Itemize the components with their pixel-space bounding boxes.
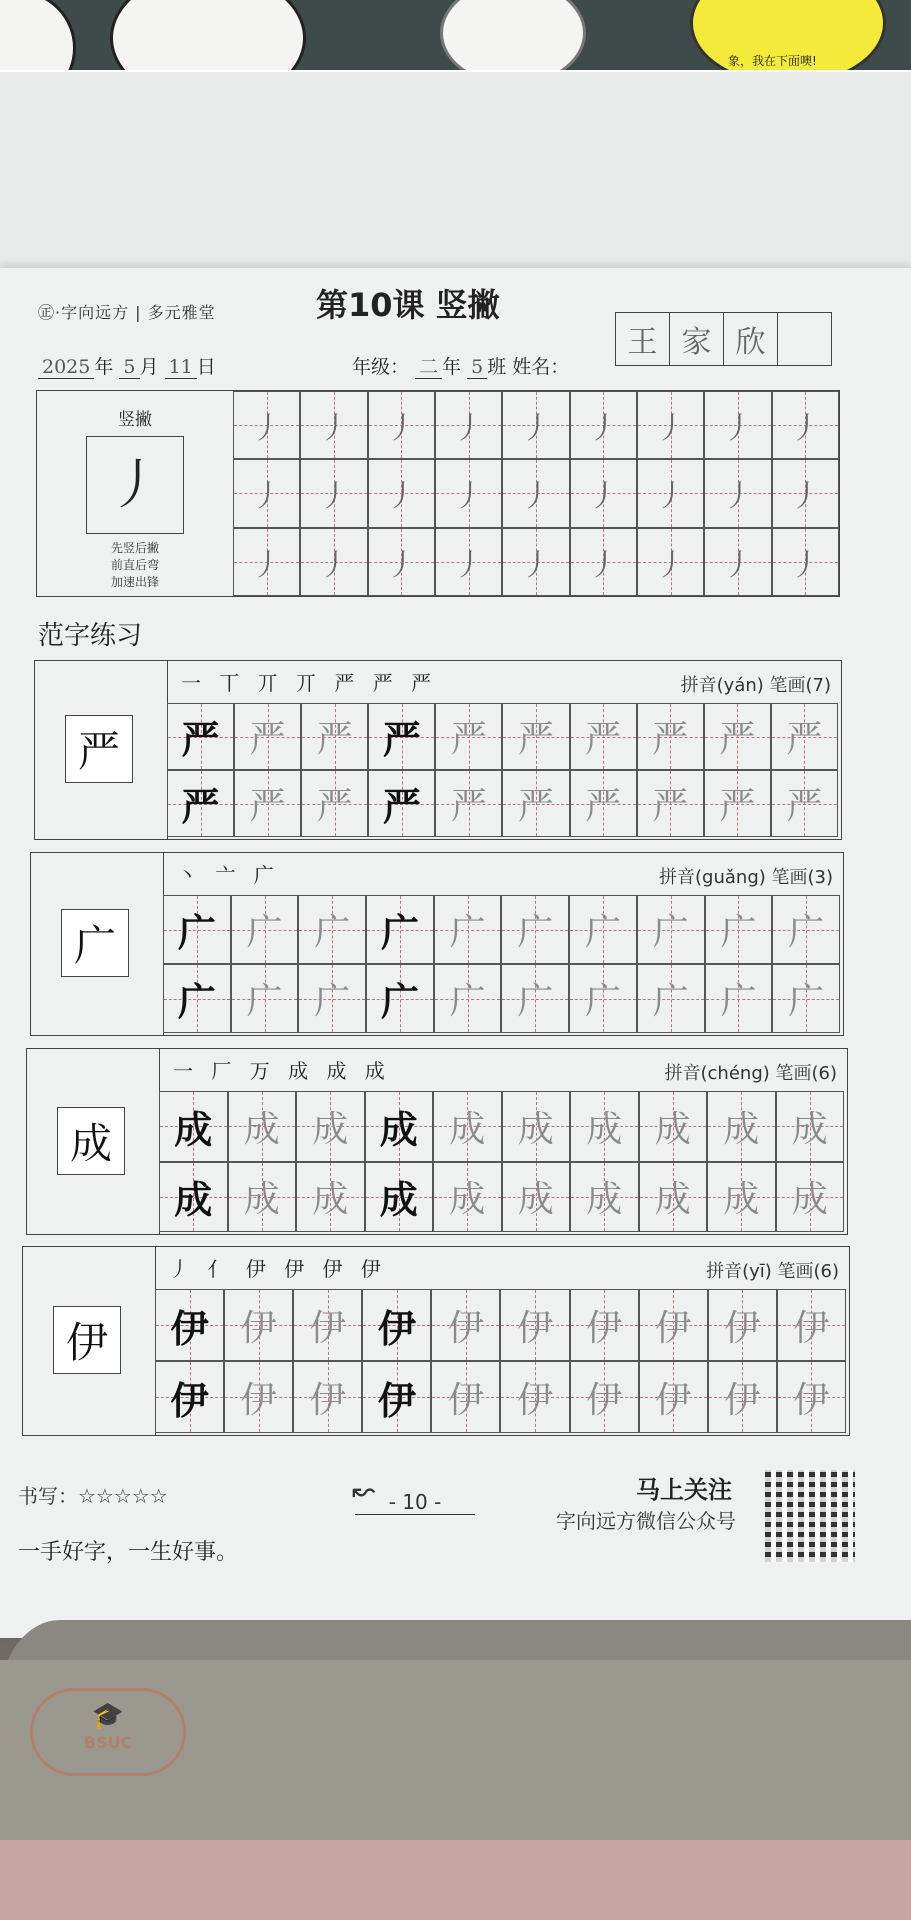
practice-char-cell: 伊 xyxy=(570,1289,639,1361)
practice-char-cell: 伊 xyxy=(708,1289,777,1361)
practice-char-cell: 伊 xyxy=(431,1289,500,1361)
model-char-cell: 广 xyxy=(163,895,231,964)
name-char: 家 xyxy=(670,313,724,365)
date-row: 2025 年 5 月 11 日 xyxy=(38,352,216,379)
trace-cell: 丿 xyxy=(233,459,300,527)
model-char-cell: 广 xyxy=(366,964,434,1033)
practice-char-cell: 伊 xyxy=(708,1361,777,1433)
stroke-order: 丿 亻 伊 伊 伊 伊 xyxy=(169,1257,387,1281)
name-box xyxy=(615,312,832,366)
trace-cell: 丿 xyxy=(637,459,704,527)
trace-cell: 丿 xyxy=(704,528,771,596)
trace-cell: 丿 xyxy=(300,459,367,527)
trace-cell: 丿 xyxy=(704,391,771,459)
month-value: 5 xyxy=(119,356,139,379)
trace-cell: 丿 xyxy=(368,459,435,527)
pinyin-stroke-count: 拼音(yán) 笔画(7) xyxy=(680,675,831,696)
practice-char-cell: 严 xyxy=(771,703,838,770)
practice-char-cell: 严 xyxy=(637,703,704,770)
day-value: 11 xyxy=(165,356,197,379)
stroke-order: 一 厂 万 成 成 成 xyxy=(173,1059,391,1083)
practice-char-cell: 成 xyxy=(228,1091,297,1162)
trace-cell: 丿 xyxy=(570,391,637,459)
trace-cell: 丿 xyxy=(502,459,569,527)
practice-char-cell: 成 xyxy=(570,1091,639,1162)
model-char-box: 成 xyxy=(57,1107,125,1175)
model-char-cell: 伊 xyxy=(155,1361,224,1433)
practice-char-cell: 广 xyxy=(501,895,569,964)
practice-char-cell: 严 xyxy=(570,770,637,837)
lesson-title: 第10课 竖撇 xyxy=(316,286,500,324)
year-value: 2025 xyxy=(38,356,94,379)
practice-grid xyxy=(155,1289,846,1433)
practice-char-cell: 成 xyxy=(502,1091,571,1162)
practice-char-cell: 伊 xyxy=(431,1361,500,1433)
practice-grid xyxy=(167,703,838,837)
grade-row: 年级： 二 年 5 班 姓名： xyxy=(352,356,570,378)
practice-char-cell: 严 xyxy=(704,703,771,770)
practice-grid xyxy=(159,1091,844,1232)
model-char-box: 伊 xyxy=(53,1306,121,1374)
clip-badge: 🎓 BSUC xyxy=(30,1688,186,1776)
stroke-demo-box: 丿 xyxy=(86,436,184,534)
model-char-cell: 成 xyxy=(159,1162,228,1233)
grade-value: 二 xyxy=(415,356,442,379)
trace-cell: 丿 xyxy=(704,459,771,527)
qr-code-icon xyxy=(765,1470,855,1562)
trace-cell: 丿 xyxy=(637,391,704,459)
practice-char-cell: 伊 xyxy=(224,1289,293,1361)
sticker-text: 象，我在下面噢! xyxy=(728,54,817,68)
brand-logo: ㊣·字向远方 | 多元雅堂 xyxy=(38,303,216,322)
model-char-cell: 成 xyxy=(365,1162,434,1233)
model-char-cell: 严 xyxy=(368,703,435,770)
practice-char-cell: 广 xyxy=(637,895,705,964)
page-number: - 10 - xyxy=(355,1490,475,1515)
trace-cell: 丿 xyxy=(233,391,300,459)
practice-char-cell: 伊 xyxy=(293,1289,362,1361)
practice-char-cell: 严 xyxy=(771,770,838,837)
stroke-order: 丶 亠 广 xyxy=(177,863,280,887)
model-char-cell: 严 xyxy=(167,770,234,837)
model-char-cell: 成 xyxy=(159,1091,228,1162)
stroke-tips: 先竖后撇 前直后弯 加速出锋 xyxy=(110,541,159,589)
trace-cell: 丿 xyxy=(772,459,839,527)
practice-char-cell: 成 xyxy=(639,1162,708,1233)
trace-cell: 丿 xyxy=(502,391,569,459)
practice-char-cell: 伊 xyxy=(293,1361,362,1433)
practice-grid xyxy=(163,895,840,1033)
practice-char-cell: 成 xyxy=(776,1162,845,1233)
practice-char-cell: 广 xyxy=(705,895,773,964)
practice-char-cell: 严 xyxy=(704,770,771,837)
class-value: 5 xyxy=(467,356,487,379)
stroke-trace-grid xyxy=(233,391,839,596)
wechat-label: 字向远方微信公众号 xyxy=(556,1509,736,1533)
trace-cell: 丿 xyxy=(300,528,367,596)
practice-char-cell: 伊 xyxy=(500,1289,569,1361)
model-char-cell: 伊 xyxy=(155,1289,224,1361)
pinyin-stroke-count: 拼音(yī) 笔画(6) xyxy=(706,1261,839,1282)
practice-char-cell: 伊 xyxy=(500,1361,569,1433)
model-char-box: 广 xyxy=(61,909,129,977)
practice-char-cell: 成 xyxy=(433,1162,502,1233)
pinyin-stroke-count: 拼音(chéng) 笔画(6) xyxy=(664,1063,837,1084)
model-char-cell: 广 xyxy=(163,964,231,1033)
practice-char-cell: 广 xyxy=(705,964,773,1033)
trace-cell: 丿 xyxy=(300,391,367,459)
trace-cell: 丿 xyxy=(435,391,502,459)
trace-cell: 丿 xyxy=(772,391,839,459)
practice-char-cell: 伊 xyxy=(639,1361,708,1433)
practice-char-cell: 严 xyxy=(234,703,301,770)
stroke-order: 一 丅 丌 丌 严 严 严 xyxy=(181,671,438,695)
char-practice-block xyxy=(34,660,842,840)
practice-char-cell: 成 xyxy=(296,1162,365,1233)
practice-char-cell: 成 xyxy=(639,1091,708,1162)
practice-char-cell: 成 xyxy=(296,1091,365,1162)
fabric-background xyxy=(0,1840,911,1920)
trace-cell: 丿 xyxy=(502,528,569,596)
practice-char-cell: 广 xyxy=(569,895,637,964)
practice-char-cell: 广 xyxy=(231,964,299,1033)
practice-char-cell: 成 xyxy=(707,1091,776,1162)
trace-cell: 丿 xyxy=(368,391,435,459)
practice-char-cell: 广 xyxy=(501,964,569,1033)
practice-char-cell: 成 xyxy=(433,1091,502,1162)
motto: 一手好字，一生好事。 xyxy=(18,1540,239,1565)
practice-char-cell: 严 xyxy=(301,770,368,837)
practice-char-cell: 严 xyxy=(637,770,704,837)
section-title: 范字练习 xyxy=(38,621,143,651)
practice-char-cell: 严 xyxy=(570,703,637,770)
practice-char-cell: 广 xyxy=(772,964,840,1033)
practice-char-cell: 广 xyxy=(298,964,366,1033)
stroke-reference xyxy=(37,391,234,596)
practice-char-cell: 严 xyxy=(234,770,301,837)
model-char-cell: 严 xyxy=(368,770,435,837)
stroke-practice-panel xyxy=(36,390,840,597)
practice-char-cell: 广 xyxy=(434,895,502,964)
practice-char-cell: 伊 xyxy=(777,1361,846,1433)
practice-char-cell: 广 xyxy=(298,895,366,964)
model-char-cell: 伊 xyxy=(362,1289,431,1361)
practice-char-cell: 严 xyxy=(502,703,569,770)
practice-char-cell: 伊 xyxy=(777,1289,846,1361)
follow-label: 马上关注 xyxy=(636,1476,732,1504)
model-char-cell: 严 xyxy=(167,703,234,770)
practice-char-cell: 成 xyxy=(570,1162,639,1233)
practice-char-cell: 广 xyxy=(772,895,840,964)
name-char: 王 xyxy=(616,313,670,365)
name-char: 欣 xyxy=(724,313,778,365)
practice-char-cell: 成 xyxy=(707,1162,776,1233)
graduation-cap-icon: 🎓 xyxy=(91,1701,125,1731)
trace-cell: 丿 xyxy=(570,459,637,527)
model-char-box: 严 xyxy=(65,715,133,783)
char-practice-block xyxy=(26,1048,848,1235)
practice-char-cell: 伊 xyxy=(224,1361,293,1433)
trace-cell: 丿 xyxy=(772,528,839,596)
trace-cell: 丿 xyxy=(233,528,300,596)
practice-char-cell: 成 xyxy=(228,1162,297,1233)
stroke-name: 竖撇 xyxy=(118,410,152,430)
practice-char-cell: 严 xyxy=(435,770,502,837)
practice-char-cell: 严 xyxy=(502,770,569,837)
practice-char-cell: 严 xyxy=(301,703,368,770)
trace-cell: 丿 xyxy=(435,528,502,596)
practice-char-cell: 成 xyxy=(776,1091,845,1162)
name-char xyxy=(778,313,831,365)
model-char-cell: 广 xyxy=(366,895,434,964)
practice-char-cell: 广 xyxy=(569,964,637,1033)
practice-char-cell: 广 xyxy=(434,964,502,1033)
practice-char-cell: 广 xyxy=(637,964,705,1033)
trace-cell: 丿 xyxy=(435,459,502,527)
char-practice-block xyxy=(30,852,844,1036)
practice-char-cell: 伊 xyxy=(639,1289,708,1361)
trace-cell: 丿 xyxy=(637,528,704,596)
pinyin-stroke-count: 拼音(guǎng) 笔画(3) xyxy=(659,867,833,888)
rabbit-icon: ↜ xyxy=(352,1474,376,1507)
rating: 书写：☆☆☆☆☆ xyxy=(18,1484,168,1508)
char-practice-block xyxy=(22,1246,850,1436)
practice-char-cell: 严 xyxy=(435,703,502,770)
practice-char-cell: 成 xyxy=(502,1162,571,1233)
trace-cell: 丿 xyxy=(368,528,435,596)
practice-char-cell: 伊 xyxy=(570,1361,639,1433)
practice-char-cell: 广 xyxy=(231,895,299,964)
model-char-cell: 伊 xyxy=(362,1361,431,1433)
trace-cell: 丿 xyxy=(570,528,637,596)
model-char-cell: 成 xyxy=(365,1091,434,1162)
